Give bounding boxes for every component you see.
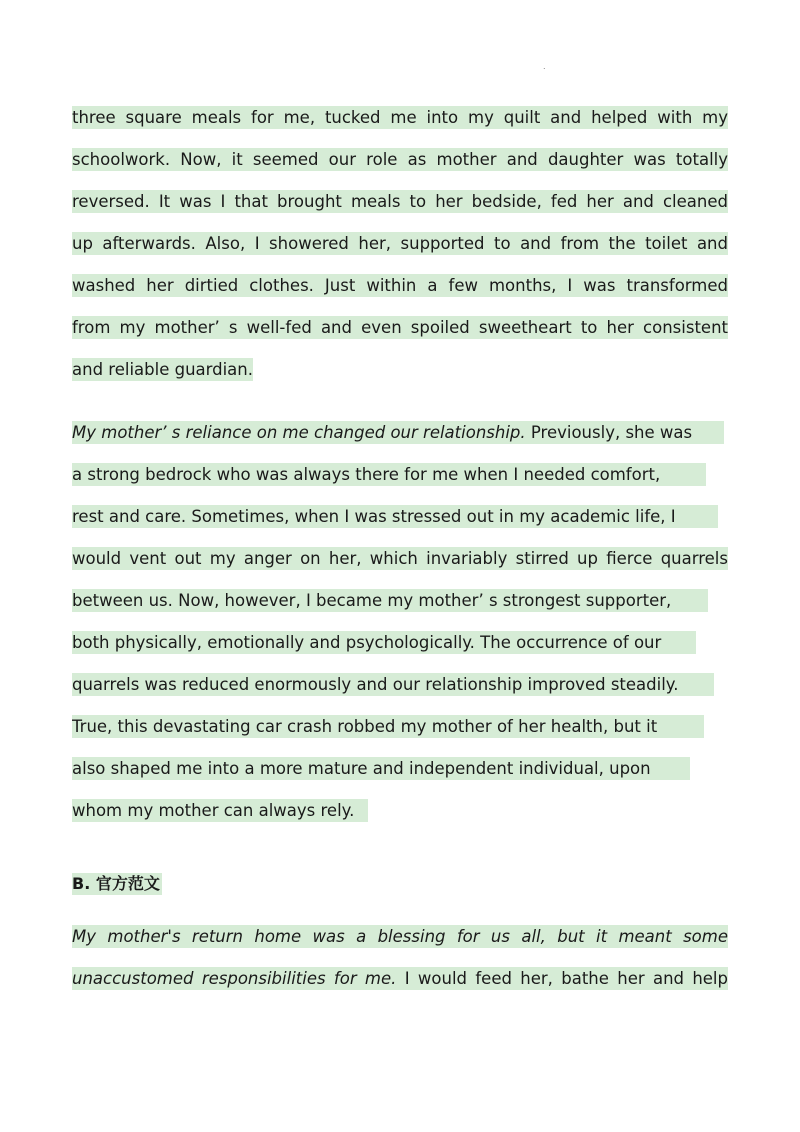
text-line: also shaped me into a more mature and independent individual, upon: [72, 757, 690, 780]
text-line: a strong bedrock who was always there for me when I needed comfort,: [72, 463, 706, 486]
text-line: schoolwork. Now, it seemed our role as mother and daughter was totally: [72, 150, 728, 169]
sentence-continuation: Previously, she was: [525, 423, 693, 442]
page-mark: .: [543, 62, 546, 71]
text-line: up afterwards. Also, I showered her, supported to and from the toilet and: [72, 234, 728, 253]
sentence-continuation: I would feed her, bathe her and help: [396, 969, 728, 988]
text-line: True, this devastating car crash robbed my mother of her health, but it: [72, 715, 704, 738]
text-line: reversed. It was I that brought meals to her bedside, fed her and cleaned: [72, 192, 728, 211]
text-line: whom my mother can always rely.: [72, 799, 368, 822]
paragraph-opening-line: [72, 421, 724, 444]
text-line: three square meals for me, tucked me into my quilt and helped with my: [72, 108, 728, 127]
text-line: from my mother’ s well-fed and even spoiled sweetheart to her consistent: [72, 318, 728, 337]
paragraph-line: [72, 967, 728, 990]
text-line: would vent out my anger on her, which invariably stirred up fierce quarrels: [72, 549, 728, 568]
text-line: and reliable guardian.: [72, 360, 254, 379]
text-line: both physically, emotionally and psychologically. The occurrence of our: [72, 631, 696, 654]
text-line: My mother's return home was a blessing for us all, but it meant some: [72, 927, 728, 946]
text-line: between us. Now, however, I became my mother’ s strongest supporter,: [72, 589, 708, 612]
topic-sentence-end: unaccustomed responsibilities for me.: [72, 969, 397, 988]
section-heading: B. 官方范文: [72, 874, 160, 893]
text-line: rest and care. Sometimes, when I was stressed out in my academic life, I: [72, 505, 718, 528]
text-line: quarrels was reduced enormously and our relationship improved steadily.: [72, 673, 714, 696]
topic-sentence: My mother’ s reliance on me changed our relationship.: [72, 423, 526, 442]
text-line: washed her dirtied clothes. Just within a few months, I was transformed: [72, 276, 728, 295]
